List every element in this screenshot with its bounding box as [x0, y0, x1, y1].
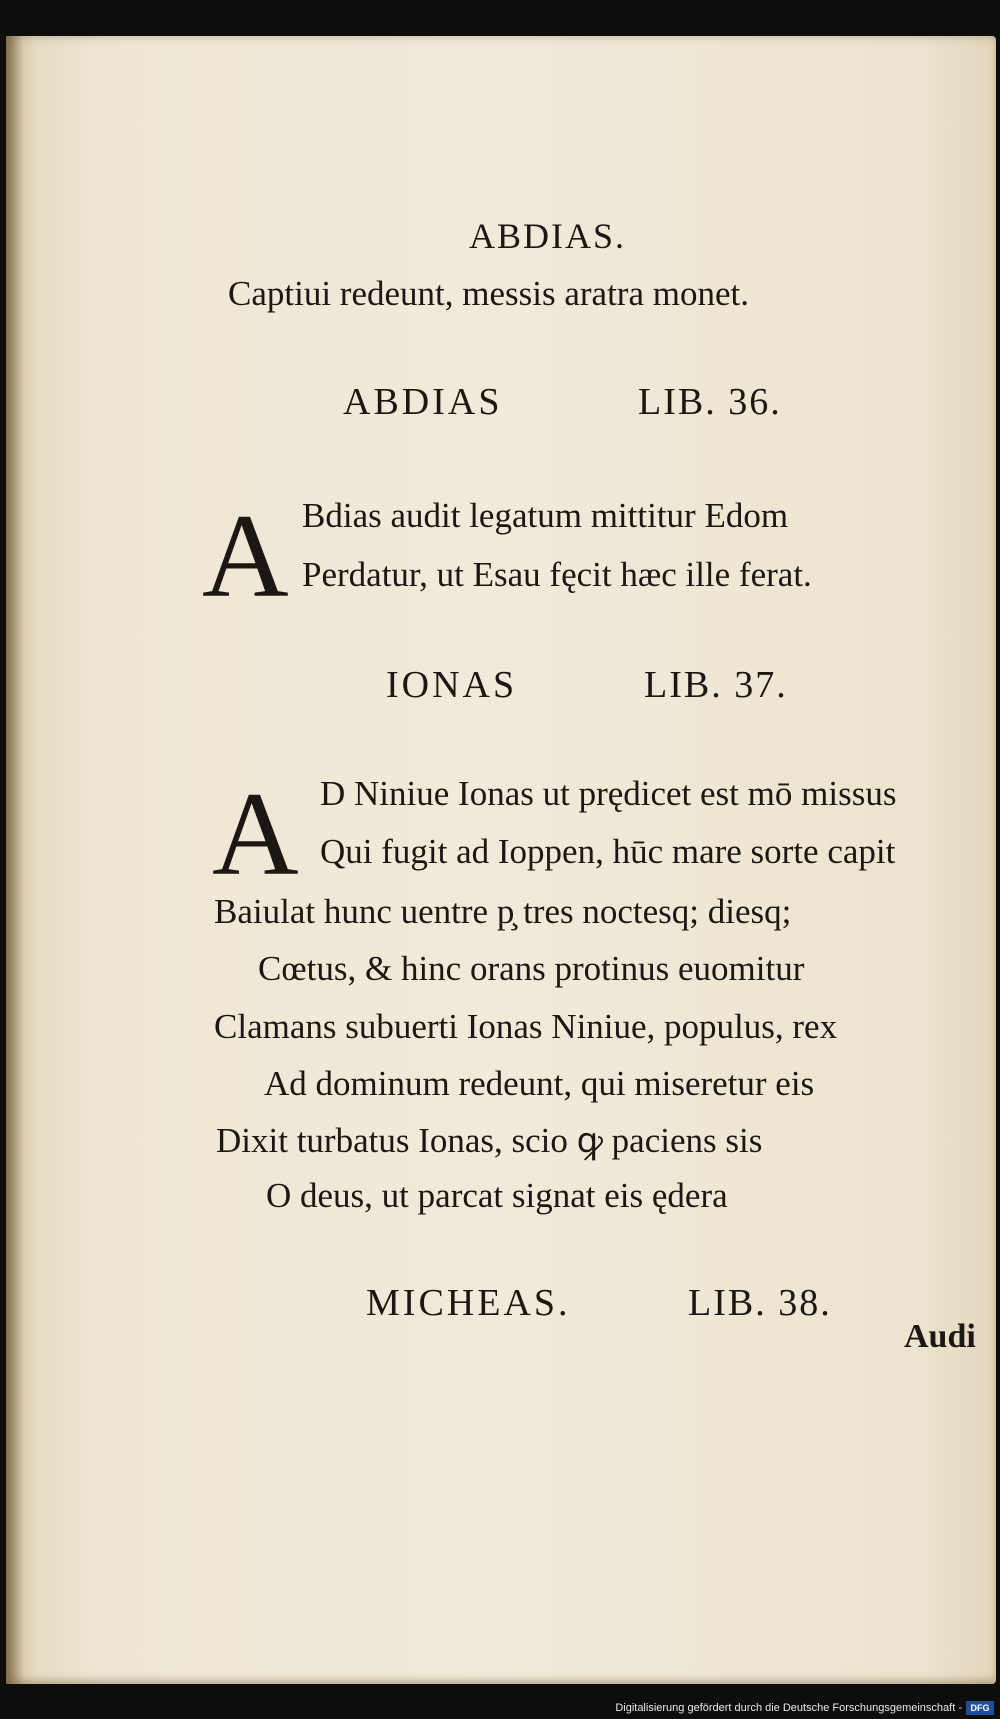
section-lib-36: LIB. 36. [638, 381, 782, 423]
section-heading-micheas: MICHEAS. [366, 1282, 571, 1324]
drop-cap-abdias: A [202, 489, 289, 622]
verse-line: Bdias audit legatum mittitur Edom [302, 496, 789, 535]
page-subtitle: Captiui redeunt, messis aratra monet. [228, 274, 749, 313]
section-heading-ionas: IONAS [386, 664, 518, 706]
page-gutter-shadow [6, 36, 24, 1684]
verse-line: Baiulat hunc uentre p̧ tres noctesq; diesq; [214, 892, 792, 931]
verse-line: Qui fugit ad Ioppen, hūc mare sorte capit [320, 832, 896, 871]
verse-line: O deus, ut parcat signat eis ędera [266, 1176, 728, 1215]
page-title: ABDIAS. [469, 216, 627, 256]
catchword: Audi [904, 1318, 976, 1355]
section-lib-37: LIB. 37. [644, 664, 788, 706]
section-lib-38: LIB. 38. [688, 1282, 832, 1324]
drop-cap-ionas: A [212, 767, 299, 900]
verse-line: D Niniue Ionas ut prędicet est mō missus [320, 774, 897, 813]
dfg-logo-icon: DFG [966, 1701, 994, 1715]
verse-line: Clamans subuerti Ionas Niniue, populus, rex [214, 1007, 838, 1046]
verse-line: Ad dominum redeunt, qui miseretur eis [264, 1064, 815, 1103]
book-page [6, 36, 996, 1684]
verse-line: Dixit turbatus Ionas, scio ꝙ paciens sis [216, 1121, 763, 1160]
verse-line: Cœtus, & hinc orans protinus euomitur [258, 949, 805, 988]
digitization-footer [0, 1693, 1000, 1719]
section-heading-abdias: ABDIAS [343, 381, 503, 423]
verse-line: Perdatur, ut Esau fęcit hæc ille ferat. [302, 555, 812, 594]
funding-credit: Digitalisierung gefördert durch die Deutsche Forschungsgemeinschaft - [615, 1702, 962, 1714]
